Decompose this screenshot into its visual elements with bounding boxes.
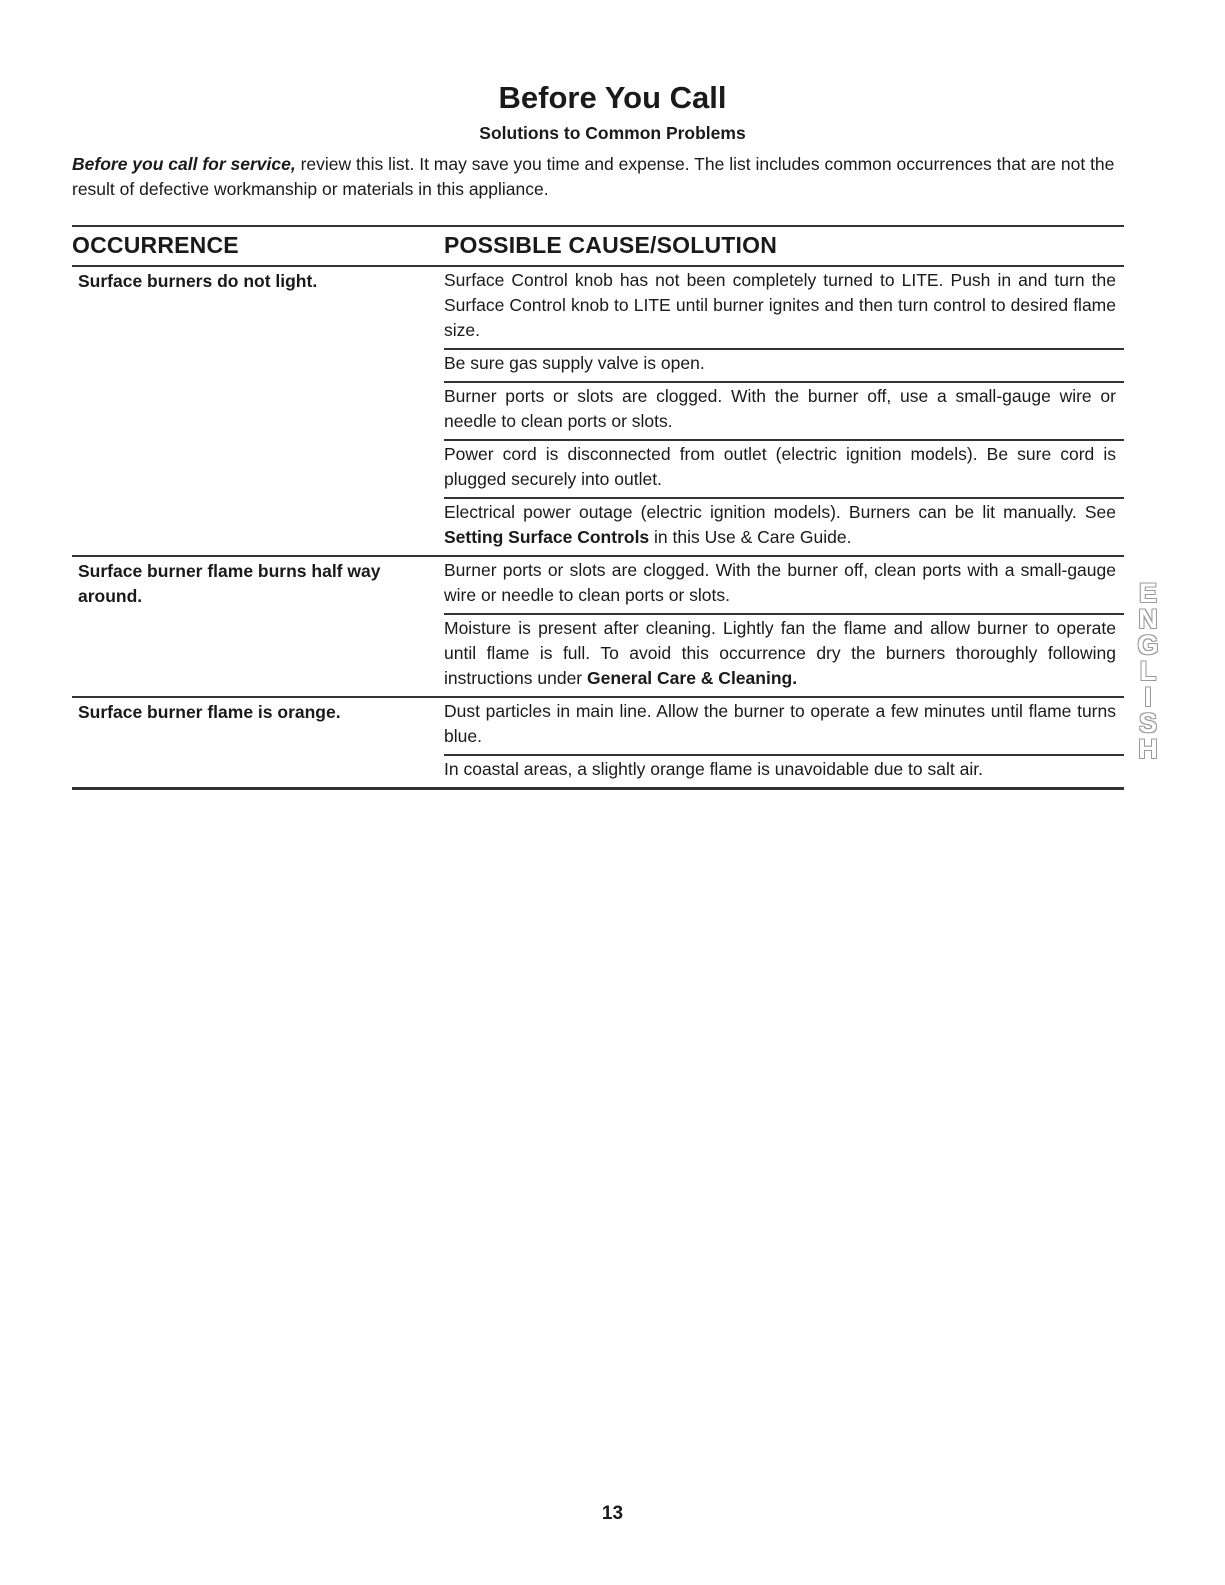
side-label-letter: G [1137,630,1159,660]
solutions-list [444,698,1124,787]
solution-item [444,441,1124,499]
troubleshooting-table [72,225,1124,790]
side-label-letter: S [1138,708,1157,738]
solution-item [444,557,1124,615]
solution-item [444,267,1124,350]
side-label-letter: I [1144,682,1152,712]
page-title: Before You Call [498,80,727,115]
side-label-letter: E [1138,578,1157,608]
side-label-letter: H [1138,734,1158,764]
solution-text: Power cord is disconnected from outlet (electric ignition models). Be sure cord is plugged securely into outlet. [444,444,1116,489]
solution-item [444,383,1124,441]
solution-text: In coastal areas, a slightly orange flame is unavoidable due to salt air. [444,759,983,779]
solution-item [444,615,1124,696]
solution-item [444,756,1124,787]
intro-paragraph [72,152,1132,202]
page-number: 13 [601,1503,624,1524]
solution-item [444,350,1124,383]
solution-text: Electrical power outage (electric ignition models). Burners can be lit manually. See [444,502,1116,522]
occurrence-group [72,557,1124,698]
solution-text: Burner ports or slots are clogged. With the burner off, clean ports with a small-gauge wire or needle to clean ports or slots. [444,560,1116,605]
table-body [72,267,1124,790]
side-label-letter: N [1138,604,1158,634]
table-header [72,225,1124,267]
intro-text: review this list. It may save you time and expense. The list includes common occurrences that are not the result of defective workmanship or materials in this appliance. [72,154,1115,199]
solution-text: Surface Control knob has not been completely turned to LITE. Push in and turn the Surface Control knob to LITE until burner ignites and then turn control to desired flame size. [444,270,1116,340]
occurrence-label: Surface burner flame burns half way around. [78,561,381,606]
occurrence-label: Surface burner flame is orange. [78,702,341,722]
page-subtitle: Solutions to Common Problems [479,123,746,143]
side-label-letter: L [1139,656,1157,686]
solution-header: POSSIBLE CAUSE/SOLUTION [444,232,778,258]
solution-reference: General Care & Cleaning. [587,668,798,688]
language-tab-english [1136,580,1160,762]
solution-text: in this Use & Care Guide. [649,527,852,547]
occurrence-group [72,698,1124,790]
occurrence-group [72,267,1124,557]
solutions-list [444,267,1124,555]
occurrence-label: Surface burners do not light. [78,271,318,291]
solution-item [444,499,1124,555]
solution-reference: Setting Surface Controls [444,527,650,547]
solution-text: Moisture is present after cleaning. Lightly fan the flame and allow burner to operate until flame is full. To avoid this occurrence dry the burners thoroughly following instructions under [444,618,1116,688]
solutions-list [444,557,1124,696]
solution-text: Be sure gas supply valve is open. [444,353,705,373]
solution-item [444,698,1124,756]
solution-text: Burner ports or slots are clogged. With the burner off, use a small-gauge wire or needle to clean ports or slots. [444,386,1116,431]
solution-text: Dust particles in main line. Allow the burner to operate a few minutes until flame turns blue. [444,701,1116,746]
intro-lead: Before you call for service, [72,154,296,174]
occurrence-header: OCCURRENCE [72,232,239,258]
